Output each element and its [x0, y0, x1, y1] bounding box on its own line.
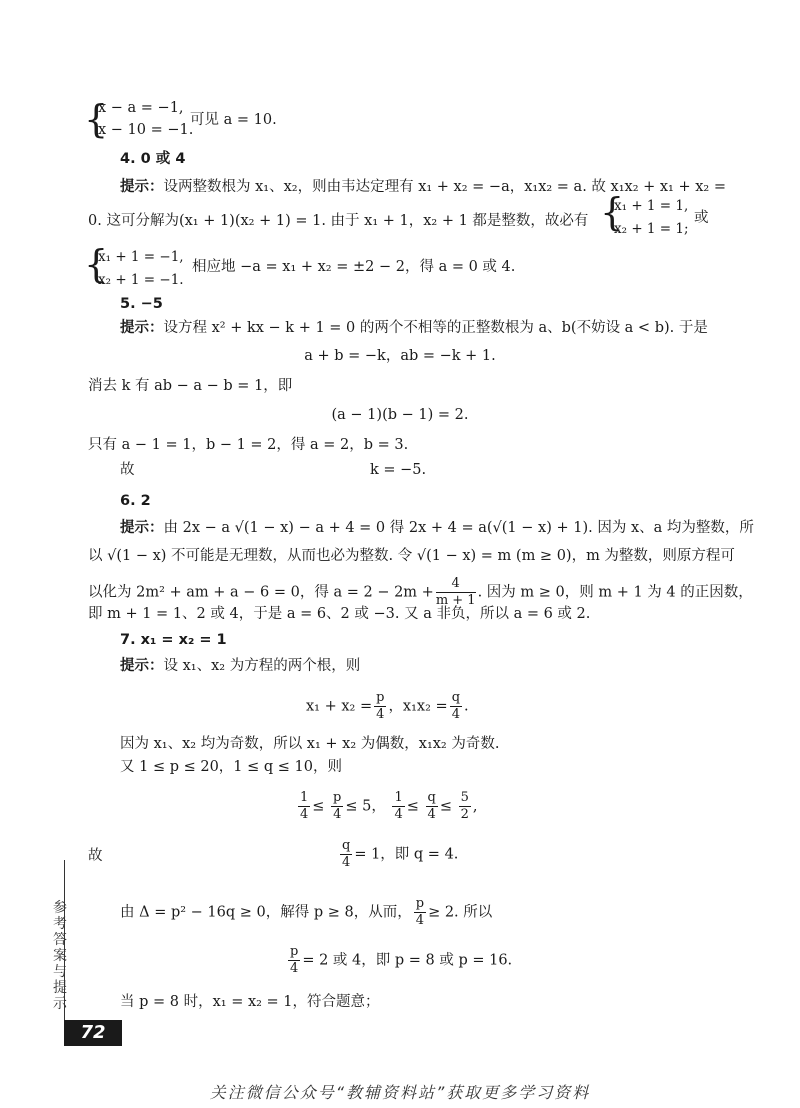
q5-line2: 消去 k 有 ab − a − b = 1，即 — [88, 378, 293, 394]
q7-eq2: $\frac{1}{4}$ ≤ $\frac{p}{4}$ ≤ 5， $\frac{1}{4}$ ≤ $\frac{q}{4}$ ≤ $\frac{5}{2}$ , — [300, 790, 478, 822]
q4-line1: 提示：设两整数根为 x₁、x₂，则由韦达定理有 x₁ + x₂ = −a，x₁x₂ = a. 故 x₁x₂ + x₁ + x₂ = — [120, 179, 726, 195]
sys1-line1: x − a = −1, — [98, 100, 184, 116]
q7-line1: 提示：设 x₁、x₂ 为方程的两个根，则 — [120, 658, 361, 674]
q4-sysA1: x₁ + 1 = 1, — [614, 198, 689, 214]
q4-sysB1: x₁ + 1 = −1, — [98, 249, 184, 265]
q6-line3: 以化为 2m² + am + a − 6 = 0，得 a = 2 − 2m + $\frac{4}{m + 1}$ . 因为 m ≥ 0，则 m + 1 为 4 的正因数， — [88, 576, 753, 608]
brace-4a: { — [600, 190, 625, 234]
q6-line2: 以 √(1 − x) 不可能是无理数，从而也必为整数. 令 √(1 − x) = m (m ≥ 0)，m 为整数，则原方程可 — [88, 548, 735, 564]
q7-line2: 因为 x₁、x₂ 均为奇数，所以 x₁ + x₂ 为偶数，x₁x₂ 为奇数. — [120, 736, 500, 752]
q4-or: 或 — [694, 210, 709, 226]
q7-eq3: $\frac{q}{4}$ = 1，即 q = 4. — [342, 838, 459, 870]
q6-fraction: $\frac{4}{m + 1}$ — [435, 576, 476, 608]
brace-4b: { — [84, 242, 109, 286]
sys1-after: 可见 a = 10. — [190, 112, 277, 128]
q5-eq2: (a − 1)(b − 1) = 2. — [331, 407, 469, 423]
q5-line1: 提示：设方程 x² + kx − k + 1 = 0 的两个不相等的正整数根为 a、b(不妨设 a < b). 于是 — [120, 320, 708, 336]
page-number: 72 — [64, 1020, 122, 1046]
q5-eq3: k = −5. — [370, 462, 427, 478]
q4-line2: 0. 这可分解为(x₁ + 1)(x₂ + 1) = 1. 由于 x₁ + 1，x₂ + 1 都是整数，故必有 — [88, 213, 589, 229]
q7-line5: 当 p = 8 时，x₁ = x₂ = 1，符合题意； — [120, 994, 380, 1010]
q5-so: 故 — [120, 462, 135, 478]
q7-so: 故 — [88, 848, 103, 864]
footer-note: 关注微信公众号“教辅资料站”获取更多学习资料 — [209, 1083, 591, 1102]
q6-line4: 即 m + 1 = 1、2 或 4，于是 a = 6、2 或 −3. 又 a 非负，所以 a = 6 或 2. — [88, 606, 591, 622]
q7-eq1: x₁ + x₂ = $\frac{p}{4}$ ，x₁x₂ = $\frac{q}{4}$ . — [306, 690, 469, 722]
q4-sysB2: x₂ + 1 = −1. — [98, 272, 184, 288]
q5-title: 5. −5 — [120, 296, 163, 312]
q4-line3: 相应地 −a = x₁ + x₂ = ±2 − 2，得 a = 0 或 4. — [192, 259, 516, 275]
q4-title: 4. 0 或 4 — [120, 151, 186, 167]
sidebar-label: 参考答案与提示 — [53, 900, 67, 1012]
q6-line1: 提示：由 2x − a √(1 − x) − a + 4 = 0 得 2x + 4 = a(√(1 − x) + 1). 因为 x、a 均为整数，所 — [120, 520, 754, 536]
q4-sysA2: x₂ + 1 = 1; — [614, 221, 689, 237]
q6-title: 6. 2 — [120, 493, 151, 509]
q5-line3: 只有 a − 1 = 1，b − 1 = 2，得 a = 2，b = 3. — [88, 437, 409, 453]
brace-top: { — [84, 97, 109, 141]
q5-eq1: a + b = −k，ab = −k + 1. — [304, 348, 496, 364]
sys1-line2: x − 10 = −1. — [98, 122, 194, 138]
q7-title: 7. x₁ = x₂ = 1 — [120, 632, 227, 648]
q7-eq4: $\frac{p}{4}$ = 2 或 4，即 p = 8 或 p = 16. — [290, 944, 513, 976]
q7-line4: 由 Δ = p² − 16q ≥ 0，解得 p ≥ 8，从而， $\frac{p}{4}$ ≥ 2. 所以 — [120, 896, 493, 928]
q7-line3: 又 1 ≤ p ≤ 20，1 ≤ q ≤ 10，则 — [120, 759, 342, 775]
